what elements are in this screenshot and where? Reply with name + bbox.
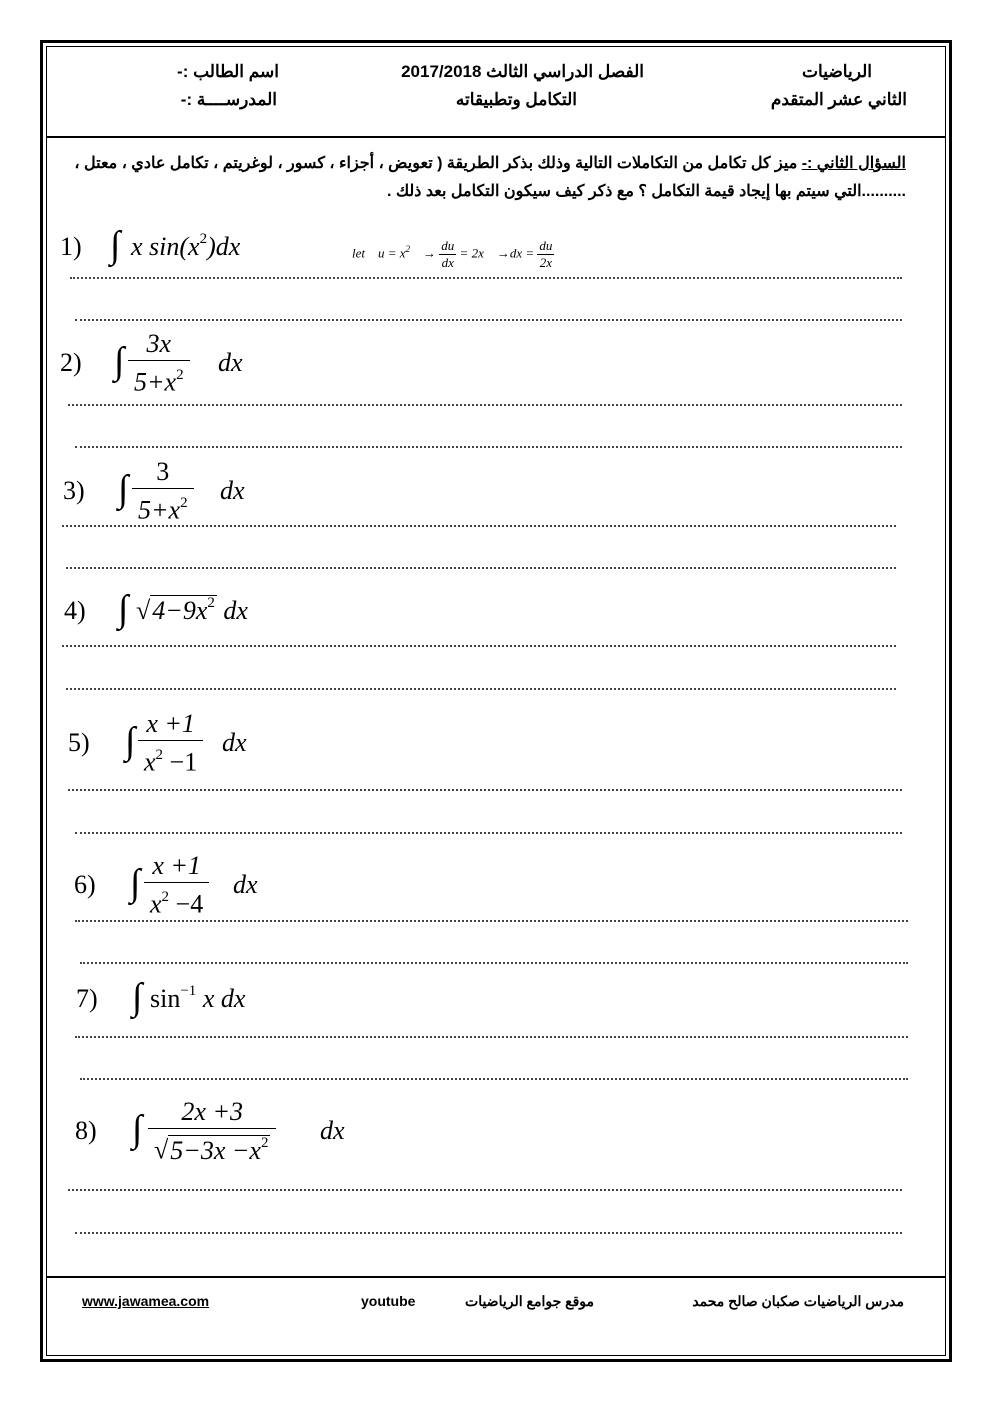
fraction-6: $\frac{x +1}{x^2 -4}$	[144, 850, 209, 921]
integral-sign: ∫	[125, 720, 136, 762]
youtube-label: youtube	[361, 1293, 416, 1309]
fraction-3: $\frac{3}{5+x^2}$	[132, 456, 194, 527]
dx-6: dx	[233, 870, 258, 899]
term-label: الفصل الدراسي الثالث 2017/2018	[401, 62, 644, 81]
topic-label: التكامل وتطبيقاته	[455, 90, 577, 109]
answer-line	[68, 1189, 902, 1191]
item-number: 1)	[60, 232, 82, 261]
footer-divider	[46, 1276, 946, 1278]
answer-line	[80, 962, 908, 964]
integral-sign: ∫	[132, 976, 143, 1018]
school-field: المدرســــة :-	[180, 90, 277, 109]
dx-5: dx	[222, 728, 247, 757]
question-text: ميز كل تكامل من التكاملات التالية وذلك بذكر الطريقة ( تعويض ، أجزاء ، كسور ، لوغريتم ، تكامل عادي ، معتل ، ..........التي سيتم بها إيجاد قيمة التكامل ؟ مع ذكر كيف سيكون التكامل بعد ذلك .	[74, 155, 906, 200]
answer-line	[75, 1036, 908, 1038]
integral-sign: ∫	[118, 588, 129, 630]
answer-line	[75, 920, 908, 922]
answer-line	[75, 832, 902, 834]
dx-3: dx	[220, 476, 245, 505]
answer-line	[70, 277, 902, 279]
integral-sign: ∫	[118, 468, 129, 510]
answer-line	[80, 1078, 908, 1080]
integral-sign: ∫	[110, 224, 121, 266]
answer-line	[68, 404, 902, 406]
question-label: السؤال الثاني :-	[801, 155, 906, 172]
answer-line	[62, 645, 896, 647]
item-number: 3)	[63, 476, 85, 505]
header-divider	[46, 136, 946, 138]
website-link[interactable]: www.jawamea.com	[82, 1293, 210, 1309]
teacher-credit: مدرس الرياضيات صكبان صالح محمد	[692, 1293, 904, 1309]
integrand-4: $√4-9x^2$ dx	[136, 595, 248, 625]
site-name: موقع جوامع الرياضيات	[465, 1293, 594, 1309]
fraction-5: $\frac{x +1}{x^2 -1}$	[138, 708, 203, 779]
integral-sign: ∫	[114, 340, 125, 382]
integrand-1: x $\sin(x^2)dx$	[131, 231, 241, 261]
answer-line	[66, 688, 896, 690]
student-name-field: اسم الطالب :-	[177, 62, 279, 81]
item-number: 8)	[75, 1116, 97, 1145]
question-instruction	[70, 150, 906, 206]
fraction-8: $\frac{2x +3}{√5-3x -x^2}$	[148, 1096, 276, 1167]
integral-sign: ∫	[130, 862, 141, 904]
answer-line	[75, 319, 902, 321]
item-number: 2)	[60, 348, 82, 377]
substitution-hint: let $u = x^2$ → $\frac{du}{dx}$ = 2x →dx = $\frac{du}{2x}$	[352, 238, 553, 270]
dx-8: dx	[320, 1116, 345, 1145]
integral-sign: ∫	[132, 1108, 143, 1150]
answer-line	[66, 567, 896, 569]
subject-label: الرياضيات	[802, 62, 872, 81]
answer-line	[75, 1232, 902, 1234]
fraction-2: $\frac{3x}{5+x^2}$	[128, 328, 190, 399]
item-number: 7)	[76, 984, 98, 1013]
answer-line	[68, 789, 902, 791]
integrand-7: $\sin^{-1} x$ dx	[150, 983, 246, 1013]
answer-line	[62, 525, 896, 527]
dx-2: dx	[218, 348, 243, 377]
grade-label: الثاني عشر المتقدم	[770, 90, 907, 109]
item-number: 5)	[68, 728, 90, 757]
item-number: 6)	[74, 870, 96, 899]
answer-line	[75, 446, 902, 448]
item-number: 4)	[64, 596, 86, 625]
